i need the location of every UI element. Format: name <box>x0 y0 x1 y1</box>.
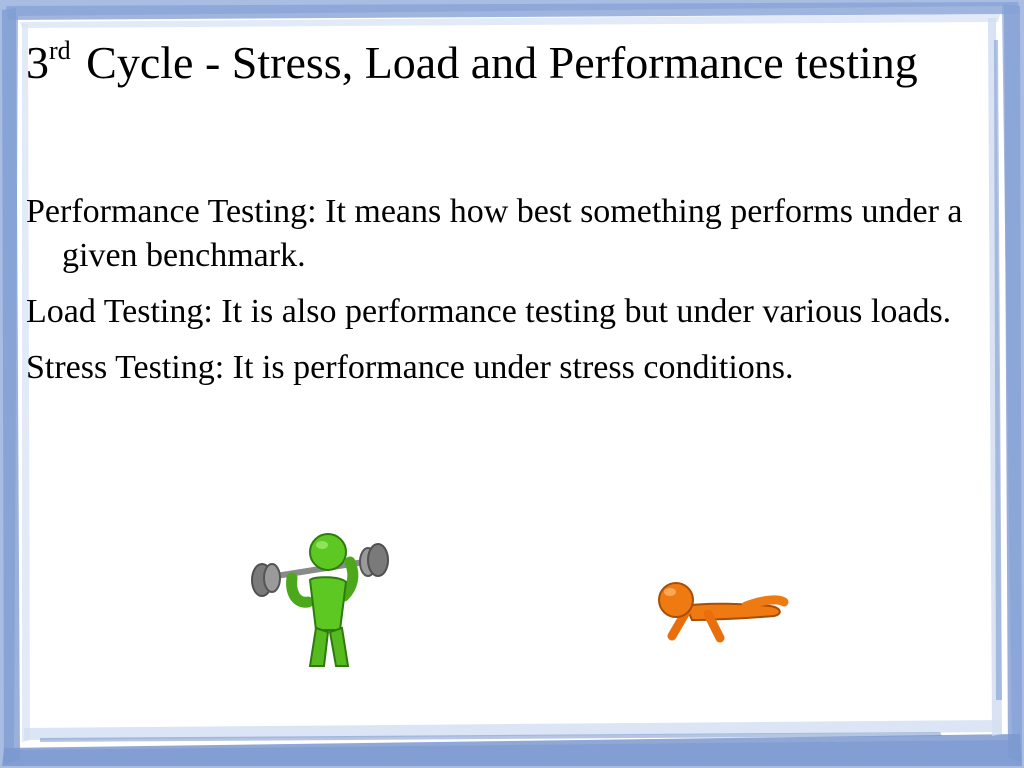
weightlifter-figure-icon <box>244 532 396 672</box>
pushup-figure-icon <box>646 576 790 648</box>
bullet-performance-testing: Performance Testing: It means how best something performs under a given benchmark. <box>26 193 963 274</box>
slide-title <box>26 36 986 97</box>
bullet-load-testing: Load Testing: It is also performance testing but under various loads. <box>26 293 952 330</box>
bullet-list <box>26 190 966 402</box>
title-cycle-number: 3 <box>26 37 49 88</box>
title-text: Cycle - Stress, Load and Performance testing <box>74 37 918 88</box>
bullet-stress-testing: Stress Testing: It is performance under stress conditions. <box>26 349 794 386</box>
title-ordinal-superscript: rd <box>49 36 71 65</box>
